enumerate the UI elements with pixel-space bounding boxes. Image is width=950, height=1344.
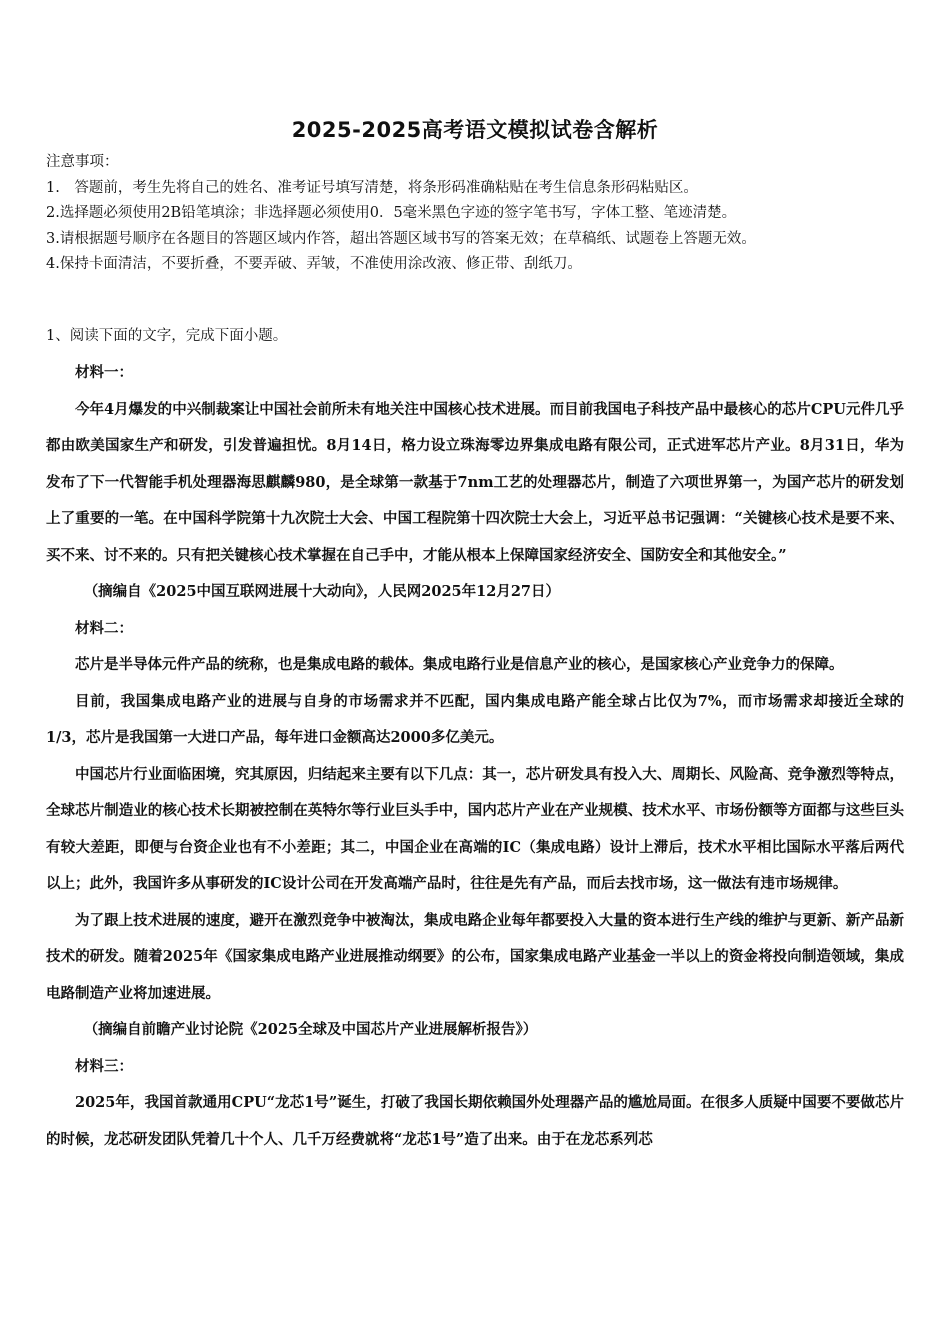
- material-paragraph: 今年4月爆发的中兴制裁案让中国社会前所未有地关注中国核心技术进展。而目前我国电子科技产品中最核心的芯片CPU元件几乎都由欧美国家生产和研发，引发普遍担忧。8月14日，格力设立珠海零边界集成电路有限公司，正式进军芯片产业。8月31日，华为发布了下一代智能手机处理器海思麒麟980，是全球第一款基于7nm工艺的处理器芯片，制造了六项世界第一，为国产芯片的研发划上了重要的一笔。在中国科学院第十九次院士大会、中国工程院第十四次院士大会上，习近平总书记强调：“关键核心技术是要不来、买不来、讨不来的。只有把关键核心技术掌握在自己手中，才能从根本上保障国家经济安全、国防安全和其他安全。”: [46, 400, 904, 564]
- material-paragraph: 为了跟上技术进展的速度，避开在激烈竞争中被淘汰，集成电路企业每年都要投入大量的资本进行生产线的维护与更新、新产品新技术的研发。随着2025年《国家集成电路产业进展推动纲要》的公布，国家集成电路产业基金一半以上的资金将投向制造领域，集成电路制造产业将加速进展。: [46, 911, 904, 1002]
- page-title: 2025-2025高考语文模拟试卷含解析: [291, 118, 659, 142]
- notice-item: 4.保持卡面清洁，不要折叠，不要弄破、弄皱，不准使用涂改液、修正带、刮纸刀。: [46, 256, 582, 272]
- material-label: 材料二：: [75, 619, 133, 637]
- notice-heading: 注意事项：: [46, 154, 119, 170]
- material-label: 材料一：: [75, 364, 133, 381]
- notice-section: [46, 150, 916, 278]
- material-paragraph: 目前，我国集成电路产业的进展与自身的市场需求并不匹配，国内集成电路产能全球占比仅为7%，而市场需求却接近全球的1/3，芯片是我国第一大进口产品，每年进口金额高达2000多亿美元。: [46, 692, 904, 746]
- material-paragraph: 芯片是半导体元件产品的统称，也是集成电路的载体。集成电路行业是信息产业的核心，是国家核心产业竞争力的保障。: [75, 656, 844, 673]
- question-prompt: 1、阅读下面的文字，完成下面小题。: [46, 328, 288, 344]
- notice-item: 1. 答题前，考生先将自己的姓名、准考证号填写清楚，将条形码准确粘贴在考生信息条形码粘贴区。: [46, 179, 698, 196]
- reading-materials: [46, 355, 904, 1158]
- material-source: （摘编自《2025中国互联网进展十大动向》，人民网2025年12月27日）: [83, 583, 561, 600]
- notice-item: 3.请根据题号顺序在各题目的答题区域内作答，超出答题区域书写的答案无效；在草稿纸、试题卷上答题无效。: [46, 230, 756, 247]
- notice-item: 2.选择题必须使用2B铅笔填涂；非选择题必须使用0．5毫米黑色字迹的签字笔书写，字体工整、笔迹清楚。: [46, 205, 737, 221]
- material-paragraph: 2025年，我国首款通用CPU“龙芯1号”诞生，打破了我国长期依赖国外处理器产品的尴尬局面。在很多人质疑中国要不要做芯片的时候，龙芯研发团队凭着几十个人、几千万经费就将“龙芯1号”造了出来。由于在龙芯系列芯: [46, 1094, 904, 1148]
- material-paragraph: 中国芯片行业面临困境，究其原因，归结起来主要有以下几点：其一，芯片研发具有投入大、周期长、风险高、竞争激烈等特点，全球芯片制造业的核心技术长期被控制在英特尔等行业巨头手中，国内芯片产业在产业规模、技术水平、市场份额等方面都与这些巨头有较大差距，即便与台资企业也有不小差距；其二，中国企业在高端的IC（集成电路）设计上滞后，技术水平相比国际水平落后两代以上；此外，我国许多从事研发的IC设计公司在开发高端产品时，往往是先有产品，而后去找市场，这一做法有违市场规律。: [46, 765, 904, 892]
- material-label: 材料三：: [75, 1057, 133, 1075]
- material-source: （摘编自前瞻产业讨论院《2025全球及中国芯片产业进展解析报告》）: [83, 1021, 538, 1038]
